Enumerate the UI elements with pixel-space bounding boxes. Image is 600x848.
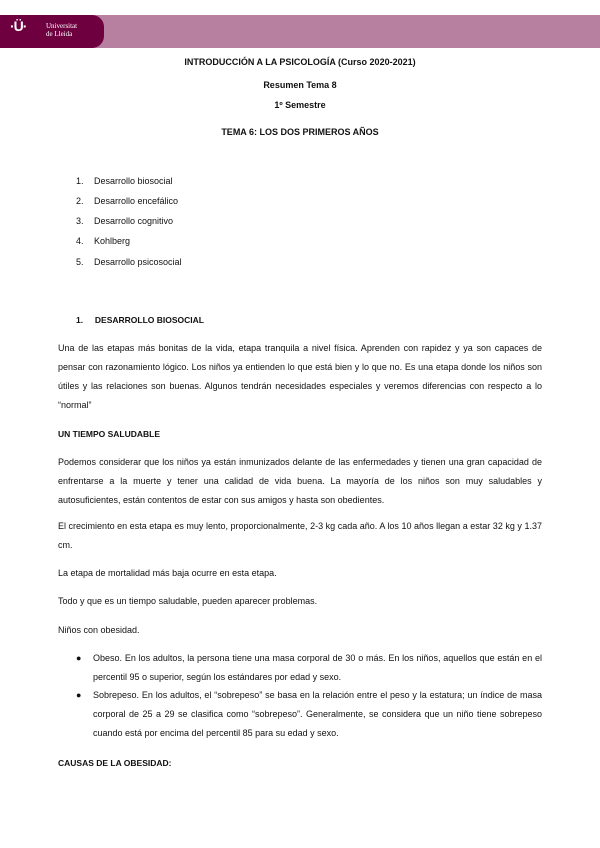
paragraph: Podemos considerar que los niños ya están inmunizados delante de las enfermedades y tienen una gran capacidad de enfrentarse a la muerte y tener una calidad de vida buena. La mayoría de los niños son muy saludables y autosuficientes, están contentos de estar con sus amigos y hasta son obedientes. <box>58 457 542 505</box>
semester: 1º Semestre <box>274 100 326 110</box>
toc-item: 4. Kohlberg <box>76 236 131 246</box>
university-logo <box>0 15 104 48</box>
subheading: CAUSAS DE LA OBESIDAD: <box>58 758 172 768</box>
paragraph: La etapa de mortalidad más baja ocurre en esta etapa. <box>58 568 277 578</box>
course-title: INTRODUCCIÓN A LA PSICOLOGÍA (Curso 2020-2021) <box>184 57 416 67</box>
section-heading: 1. DESARROLLO BIOSOCIAL <box>76 315 204 325</box>
logo-text: Universitat de Lleida <box>46 22 78 38</box>
subheading: UN TIEMPO SALUDABLE <box>58 429 160 439</box>
bullet-icon: ● <box>76 690 82 700</box>
toc-item: 5. Desarrollo psicosocial <box>76 257 182 267</box>
bullet-item: ● Obeso. En los adultos, la persona tiene una masa corporal de 30 o más. En los niños, aquellos que están en el percentil 95 o superior, según los estándares por edad y sexo. <box>76 649 542 687</box>
logo-mark-icon: ·Ü· <box>10 18 27 34</box>
topic-title: TEMA 6: LOS DOS PRIMEROS AÑOS <box>221 127 379 137</box>
paragraph: Una de las etapas más bonitas de la vida, etapa tranquila a nivel física. Aprenden con rapidez y ya son capaces de pensar con razonamiento lógico. Los niños ya entienden lo que está bien y lo que no. Es una etapa donde los niños son útiles y las relaciones son buenas. Algunos tendrán necesidades especiales y veremos diferencias con respecto a lo “normal” <box>58 343 542 410</box>
toc-item: 1. Desarrollo biosocial <box>76 176 173 186</box>
bullet-item: ● Sobrepeso. En los adultos, el “sobrepeso” se basa en la relación entre el peso y la estatura; un índice de masa corporal de 25 a 29 se clasifica como “sobrepeso”. Generalmente, se considera que un niño tiene sobrepeso cuando está por encima del percentil 85 para su edad y sexo. <box>76 686 542 743</box>
paragraph: Niños con obesidad. <box>58 625 140 635</box>
toc-item: 3. Desarrollo cognitivo <box>76 216 174 226</box>
toc-item: 2. Desarrollo encefálico <box>76 196 179 206</box>
paragraph: El crecimiento en esta etapa es muy lento, proporcionalmente, 2-3 kg cada año. A los 10 años llegan a estar 32 kg y 1.37 cm. <box>58 521 542 550</box>
summary-title: Resumen Tema 8 <box>263 80 337 90</box>
bullet-icon: ● <box>76 653 82 663</box>
paragraph: Todo y que es un tiempo saludable, pueden aparecer problemas. <box>58 596 318 606</box>
